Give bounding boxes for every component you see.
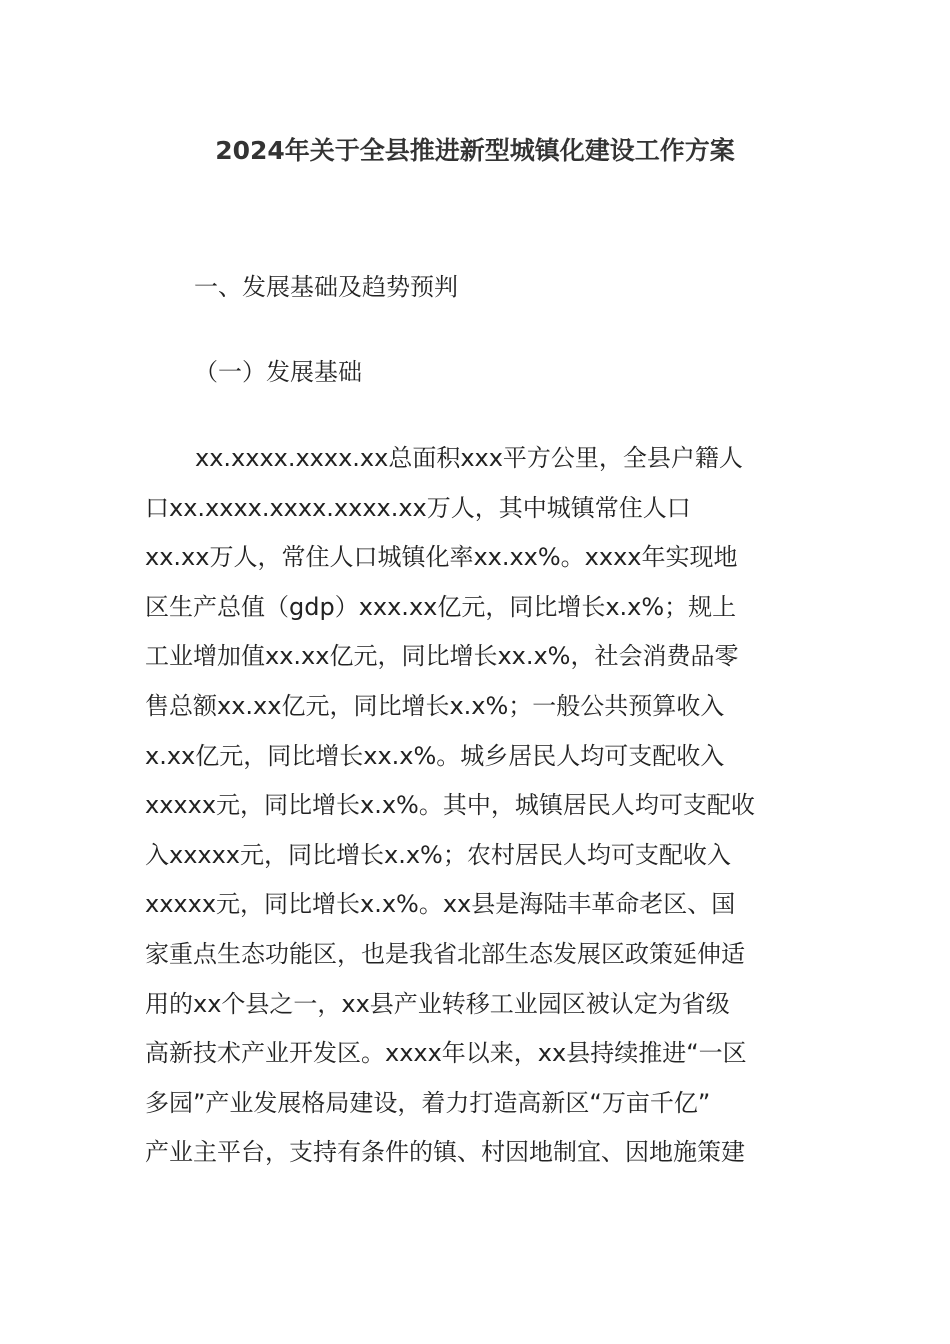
paragraph-line: 口xx.xxxx.xxxx.xxxx.xx万人，其中城镇常住人口	[145, 493, 691, 522]
paragraph-line: 区生产总值（gdp）xxx.xx亿元，同比增长x.x%；规上	[145, 592, 737, 621]
paragraph-line: 工业增加值xx.xx亿元，同比增长xx.x%，社会消费品零	[145, 642, 739, 671]
paragraph-line: 产业主平台，支持有条件的镇、村因地制宜、因地施策建	[145, 1138, 745, 1167]
paragraph-line: 用的xx个县之一，xx县产业转移工业园区被认定为省级	[145, 989, 730, 1018]
paragraph-line: xx.xx万人，常住人口城镇化率xx.xx%。xxxx年实现地	[145, 543, 738, 572]
paragraph-line: x.xx亿元，同比增长xx.x%。城乡居民人均可支配收入	[145, 741, 725, 770]
paragraph-line: 家重点生态功能区，也是我省北部生态发展区政策延伸适	[145, 939, 745, 968]
section-heading: 一、发展基础及趋势预判	[194, 273, 458, 301]
body-paragraph	[145, 440, 825, 1184]
paragraph-line: 入xxxxx元，同比增长x.x%；农村居民人均可支配收入	[145, 840, 731, 869]
subsection-heading: （一）发展基础	[194, 358, 362, 386]
paragraph-line: xxxxx元，同比增长x.x%。xx县是海陆丰革命老区、国	[145, 890, 736, 919]
paragraph-line: 高新技术产业开发区。xxxx年以来，xx县持续推进“一区	[145, 1039, 747, 1068]
paragraph-line: xx.xxxx.xxxx.xx总面积xxx平方公里，全县户籍人	[195, 444, 743, 472]
paragraph-line: xxxxx元，同比增长x.x%。其中，城镇居民人均可支配收	[145, 791, 755, 820]
paragraph-line: 售总额xx.xx亿元，同比增长x.x%；一般公共预算收入	[145, 691, 725, 720]
document-title: 2024年关于全县推进新型城镇化建设工作方案	[215, 136, 735, 165]
paragraph-line: 多园”产业发展格局建设，着力打造高新区“万亩千亿”	[145, 1088, 711, 1117]
